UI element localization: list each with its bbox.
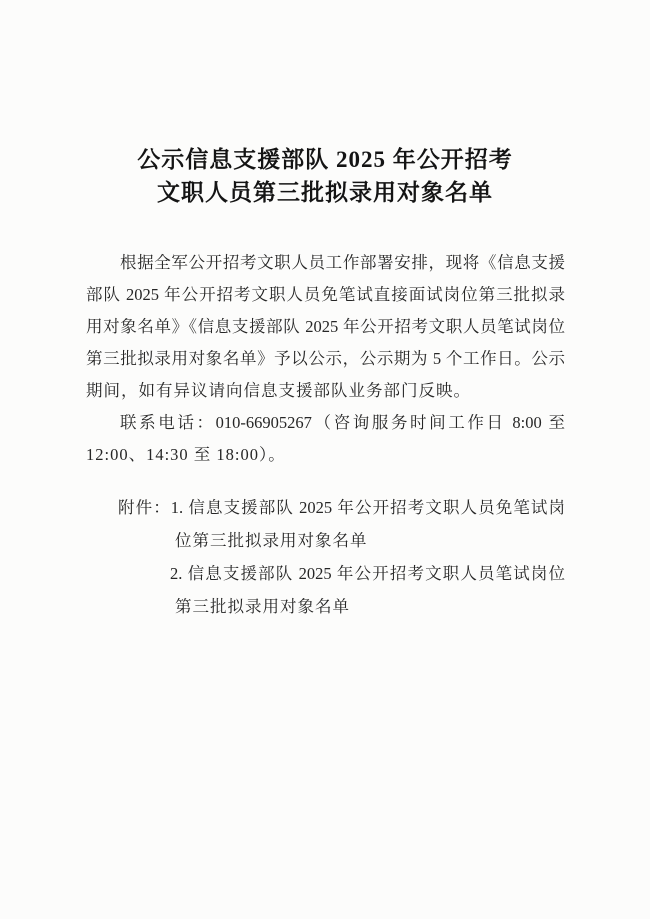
attachment-line: 第三批拟录用对象名单 <box>175 597 350 616</box>
paragraph1-line: 第三批拟录用对象名单》予以公示，公示期为 5 个工作日。公示 <box>86 349 565 368</box>
paragraph1-line: 期间，如有异议请向信息支援部队业务部门反映。 <box>86 381 471 400</box>
document-title-line-2: 文职人员第三批拟录用对象名单 <box>157 180 493 205</box>
paragraph1-line: 用对象名单》《信息支援部队 2025 年公开招考文职人员笔试岗位 <box>86 317 565 336</box>
document-title-line-1: 公示信息支援部队 2025 年公开招考 <box>137 147 513 172</box>
attachment-line: 2. 信息支援部队 2025 年公开招考文职人员笔试岗位 <box>170 564 565 583</box>
document-title <box>0 143 650 209</box>
paragraph1-line: 部队 2025 年公开招考文职人员免笔试直接面试岗位第三批拟录 <box>86 285 565 304</box>
contact-line: 12:00、14:30 至 18:00）。 <box>86 445 286 464</box>
contact-line: 联系电话：010-66905267（咨询服务时间工作日 8:00 至 <box>120 413 565 432</box>
attachment-line: 位第三批拟录用对象名单 <box>175 531 368 550</box>
paragraph1-line: 根据全军公开招考文职人员工作部署安排，现将《信息支援 <box>120 253 565 272</box>
attachment-line: 附件：1. 信息支援部队 2025 年公开招考文职人员免笔试岗 <box>118 498 565 517</box>
